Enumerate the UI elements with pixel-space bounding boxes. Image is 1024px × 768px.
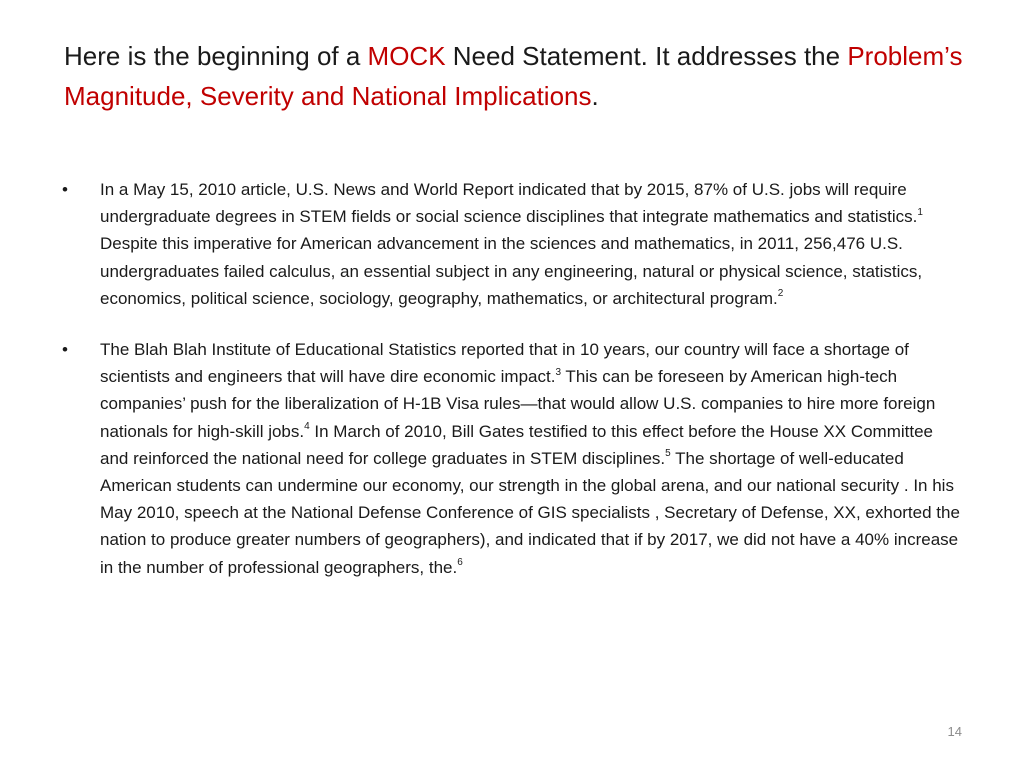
footnote-marker: 5 <box>665 448 671 460</box>
title-text-1: Here is the beginning of a <box>64 41 368 71</box>
bullet-text: Despite this imperative for American advancement in the sciences and mathematics, in 2011, 256,476 U.S. undergraduates failed calculus, an essential subject in any engineering, natural or physical science, statistics, economics, political science, sociology, geography, mathematics, or architectural program. <box>100 234 923 308</box>
footnote-marker: 1 <box>917 206 923 218</box>
footnote-marker: 3 <box>555 366 562 378</box>
title-highlight-mock: MOCK <box>367 41 446 71</box>
bullet-item <box>60 336 965 581</box>
bullet-list <box>60 176 965 581</box>
bullet-text: In a May 15, 2010 article, U.S. News and World Report indicated that by 2015, 87% of U.S. jobs will require undergraduate degrees in STEM fields or social science disciplines that integrate mathematics and statistics. <box>100 180 918 227</box>
bullet-text: In March of 2010, Bill Gates testified to this effect before the House XX Committee and reinforced the national need for college graduates in STEM disciplines. <box>100 421 934 468</box>
bullet-icon: • <box>62 180 68 199</box>
bullet-text: This can be foreseen by American high-tech companies’ push for the liberalization of H-1B Visa rules—that would allow U.S. companies to hire more foreign nationals for high-skill jobs. <box>100 367 936 441</box>
footnote-marker: 4 <box>304 420 310 432</box>
page-number: 14 <box>947 724 962 739</box>
footnote-marker: 2 <box>777 288 784 300</box>
title-text-2: Need Statement. It addresses the <box>445 41 848 71</box>
title-highlight-problem: Problem’s Magnitude, Severity and National Implications <box>64 41 963 111</box>
slide-title <box>64 36 964 116</box>
footnote-marker: 6 <box>457 556 463 568</box>
bullet-item <box>60 176 965 312</box>
bullet-text: The Blah Blah Institute of Educational Statistics reported that in 10 years, our country will face a shortage of scientists and engineers that will have dire economic impact. <box>100 340 909 387</box>
bullet-text: The shortage of well-educated American students can undermine our economy, our strength in the global arena, and our national security . In his May 2010, speech at the National Defense Conference of GIS specialists , Secretary of Defense, XX, exhorted the nation to produce greater numbers of geographers), and indicated that if by 2017, we did not have a 40% increase in the number of professional geographers, the. <box>100 448 960 577</box>
bullet-icon: • <box>62 340 68 360</box>
title-text-3: . <box>591 81 599 111</box>
